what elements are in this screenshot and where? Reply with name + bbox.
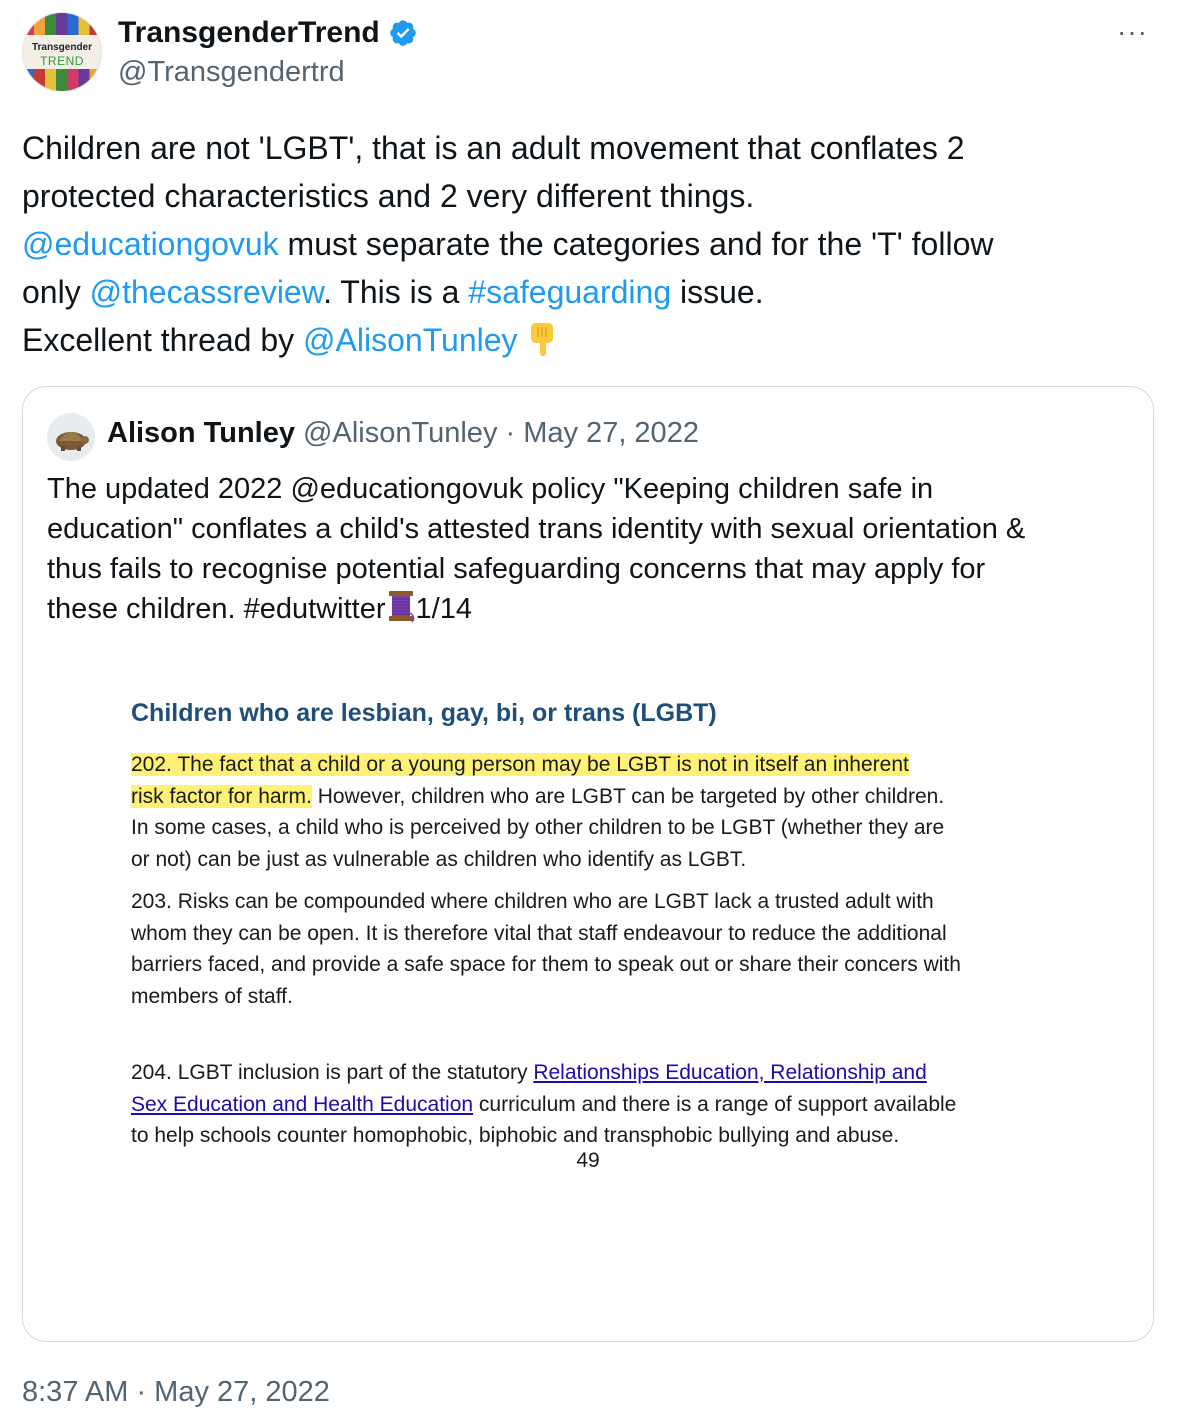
paragraph-202: [131, 749, 1051, 875]
doc-text-fragment: However, children who are LGBT can be targeted by other children.: [311, 784, 945, 808]
verified-badge-icon: [388, 18, 418, 48]
doc-line: [131, 781, 1051, 813]
doc-line: whom they can be open. It is therefore vital that staff endeavour to reduce the additional: [131, 921, 947, 945]
tweet-text-fragment: must separate the categories and for the 'T' follow: [278, 226, 994, 262]
quoted-author-handle[interactable]: @AlisonTunley: [303, 417, 498, 449]
quoted-line: The updated 2022 @educationgovuk policy "Keeping children safe in: [47, 473, 934, 505]
quoted-text-fragment: these children. #edutwitter: [47, 593, 386, 625]
quoted-author-avatar[interactable]: [47, 413, 95, 461]
author-name-row[interactable]: [118, 16, 418, 50]
pointing-down-emoji-icon: [526, 321, 560, 357]
tweet-text: [22, 124, 1152, 364]
quoted-header: [107, 417, 699, 450]
doc-text-fragment: curriculum and there is a range of support available: [473, 1092, 957, 1116]
mention-alisontunley[interactable]: @AlisonTunley: [303, 322, 518, 358]
avatar-text-trend: TREND: [40, 54, 84, 68]
mention-educationgovuk[interactable]: @educationgovuk: [22, 226, 279, 262]
doc-line: In some cases, a child who is perceived by other children to be LGBT (whether they are: [131, 816, 945, 839]
doc-line: or not) can be just as vulnerable as children who identify as LGBT.: [131, 847, 747, 871]
tweet-line: protected characteristics and 2 very different things.: [22, 178, 755, 214]
avatar-pattern-bottom: [23, 69, 101, 91]
doc-line: to help schools counter homophobic, biphobic and transphobic bullying and abuse.: [131, 1124, 900, 1147]
avatar-pattern-top: [23, 13, 101, 35]
tweet-text-fragment: Excellent thread by: [22, 322, 304, 358]
doc-line: members of staff.: [131, 984, 293, 1008]
author-avatar[interactable]: [22, 12, 102, 92]
highlighted-text: 202. The fact that a child or a young person may be LGBT is not in itself an inherent: [131, 753, 909, 776]
quoted-date[interactable]: May 27, 2022: [523, 417, 699, 449]
quoted-line: [47, 589, 1132, 629]
page-number: 49: [576, 1149, 600, 1172]
doc-line: barriers faced, and provide a safe space for them to speak out or share their concers with: [131, 953, 961, 976]
mention-thecassreview[interactable]: @thecassreview: [89, 274, 324, 310]
hashtag-safeguarding[interactable]: #safeguarding: [468, 274, 672, 310]
quoted-text-fragment: 1/14: [415, 593, 472, 625]
more-options-icon[interactable]: ···: [1117, 16, 1148, 47]
doc-line: 203. Risks can be compounded where children who are LGBT lack a trusted adult with: [131, 890, 934, 913]
thread-spool-emoji-icon: [386, 589, 416, 623]
doc-line: [131, 749, 1051, 781]
tweet-line: Children are not 'LGBT', that is an adult movement that conflates 2: [22, 130, 965, 166]
attached-document-image[interactable]: [23, 639, 1153, 1339]
tweet-text-fragment: . This is a: [323, 274, 469, 310]
quoted-author-name[interactable]: Alison Tunley: [107, 417, 295, 449]
quoted-tweet-card[interactable]: [22, 386, 1154, 1342]
tweet-timestamp[interactable]: 8:37 AM · May 27, 2022: [22, 1376, 330, 1408]
tortoise-avatar-icon: [47, 413, 95, 461]
doc-line: [131, 1057, 1051, 1089]
paragraph-204: [131, 1057, 1051, 1152]
avatar-text-transgender: Transgender: [31, 42, 93, 53]
document-heading: Children who are lesbian, gay, bi, or trans (LGBT): [131, 699, 717, 727]
doc-text-fragment: 204. LGBT inclusion is part of the statutory: [131, 1061, 534, 1084]
tweet-line: [22, 220, 1152, 268]
tweet-text-fragment: issue.: [671, 274, 764, 310]
tweet-line: [22, 316, 1152, 364]
highlighted-text: risk factor for harm.: [131, 784, 312, 808]
author-handle[interactable]: @Transgendertrd: [118, 56, 345, 88]
quoted-tweet-text: [47, 469, 1132, 629]
quoted-separator: ·: [497, 417, 524, 449]
doc-link-rse[interactable]: Relationships Education, Relationship and: [533, 1061, 927, 1084]
tweet-line: [22, 268, 1152, 316]
quoted-line: thus fails to recognise potential safeguarding concerns that may apply for: [47, 553, 986, 585]
author-name[interactable]: TransgenderTrend: [118, 16, 380, 49]
doc-link-rse-continued[interactable]: Sex Education and Health Education: [131, 1092, 474, 1116]
doc-line: [131, 1089, 1051, 1121]
quoted-line: education" conflates a child's attested trans identity with sexual orientation &: [47, 513, 1026, 545]
tweet-text-fragment: only: [22, 274, 90, 310]
paragraph-203: [131, 886, 1051, 1012]
